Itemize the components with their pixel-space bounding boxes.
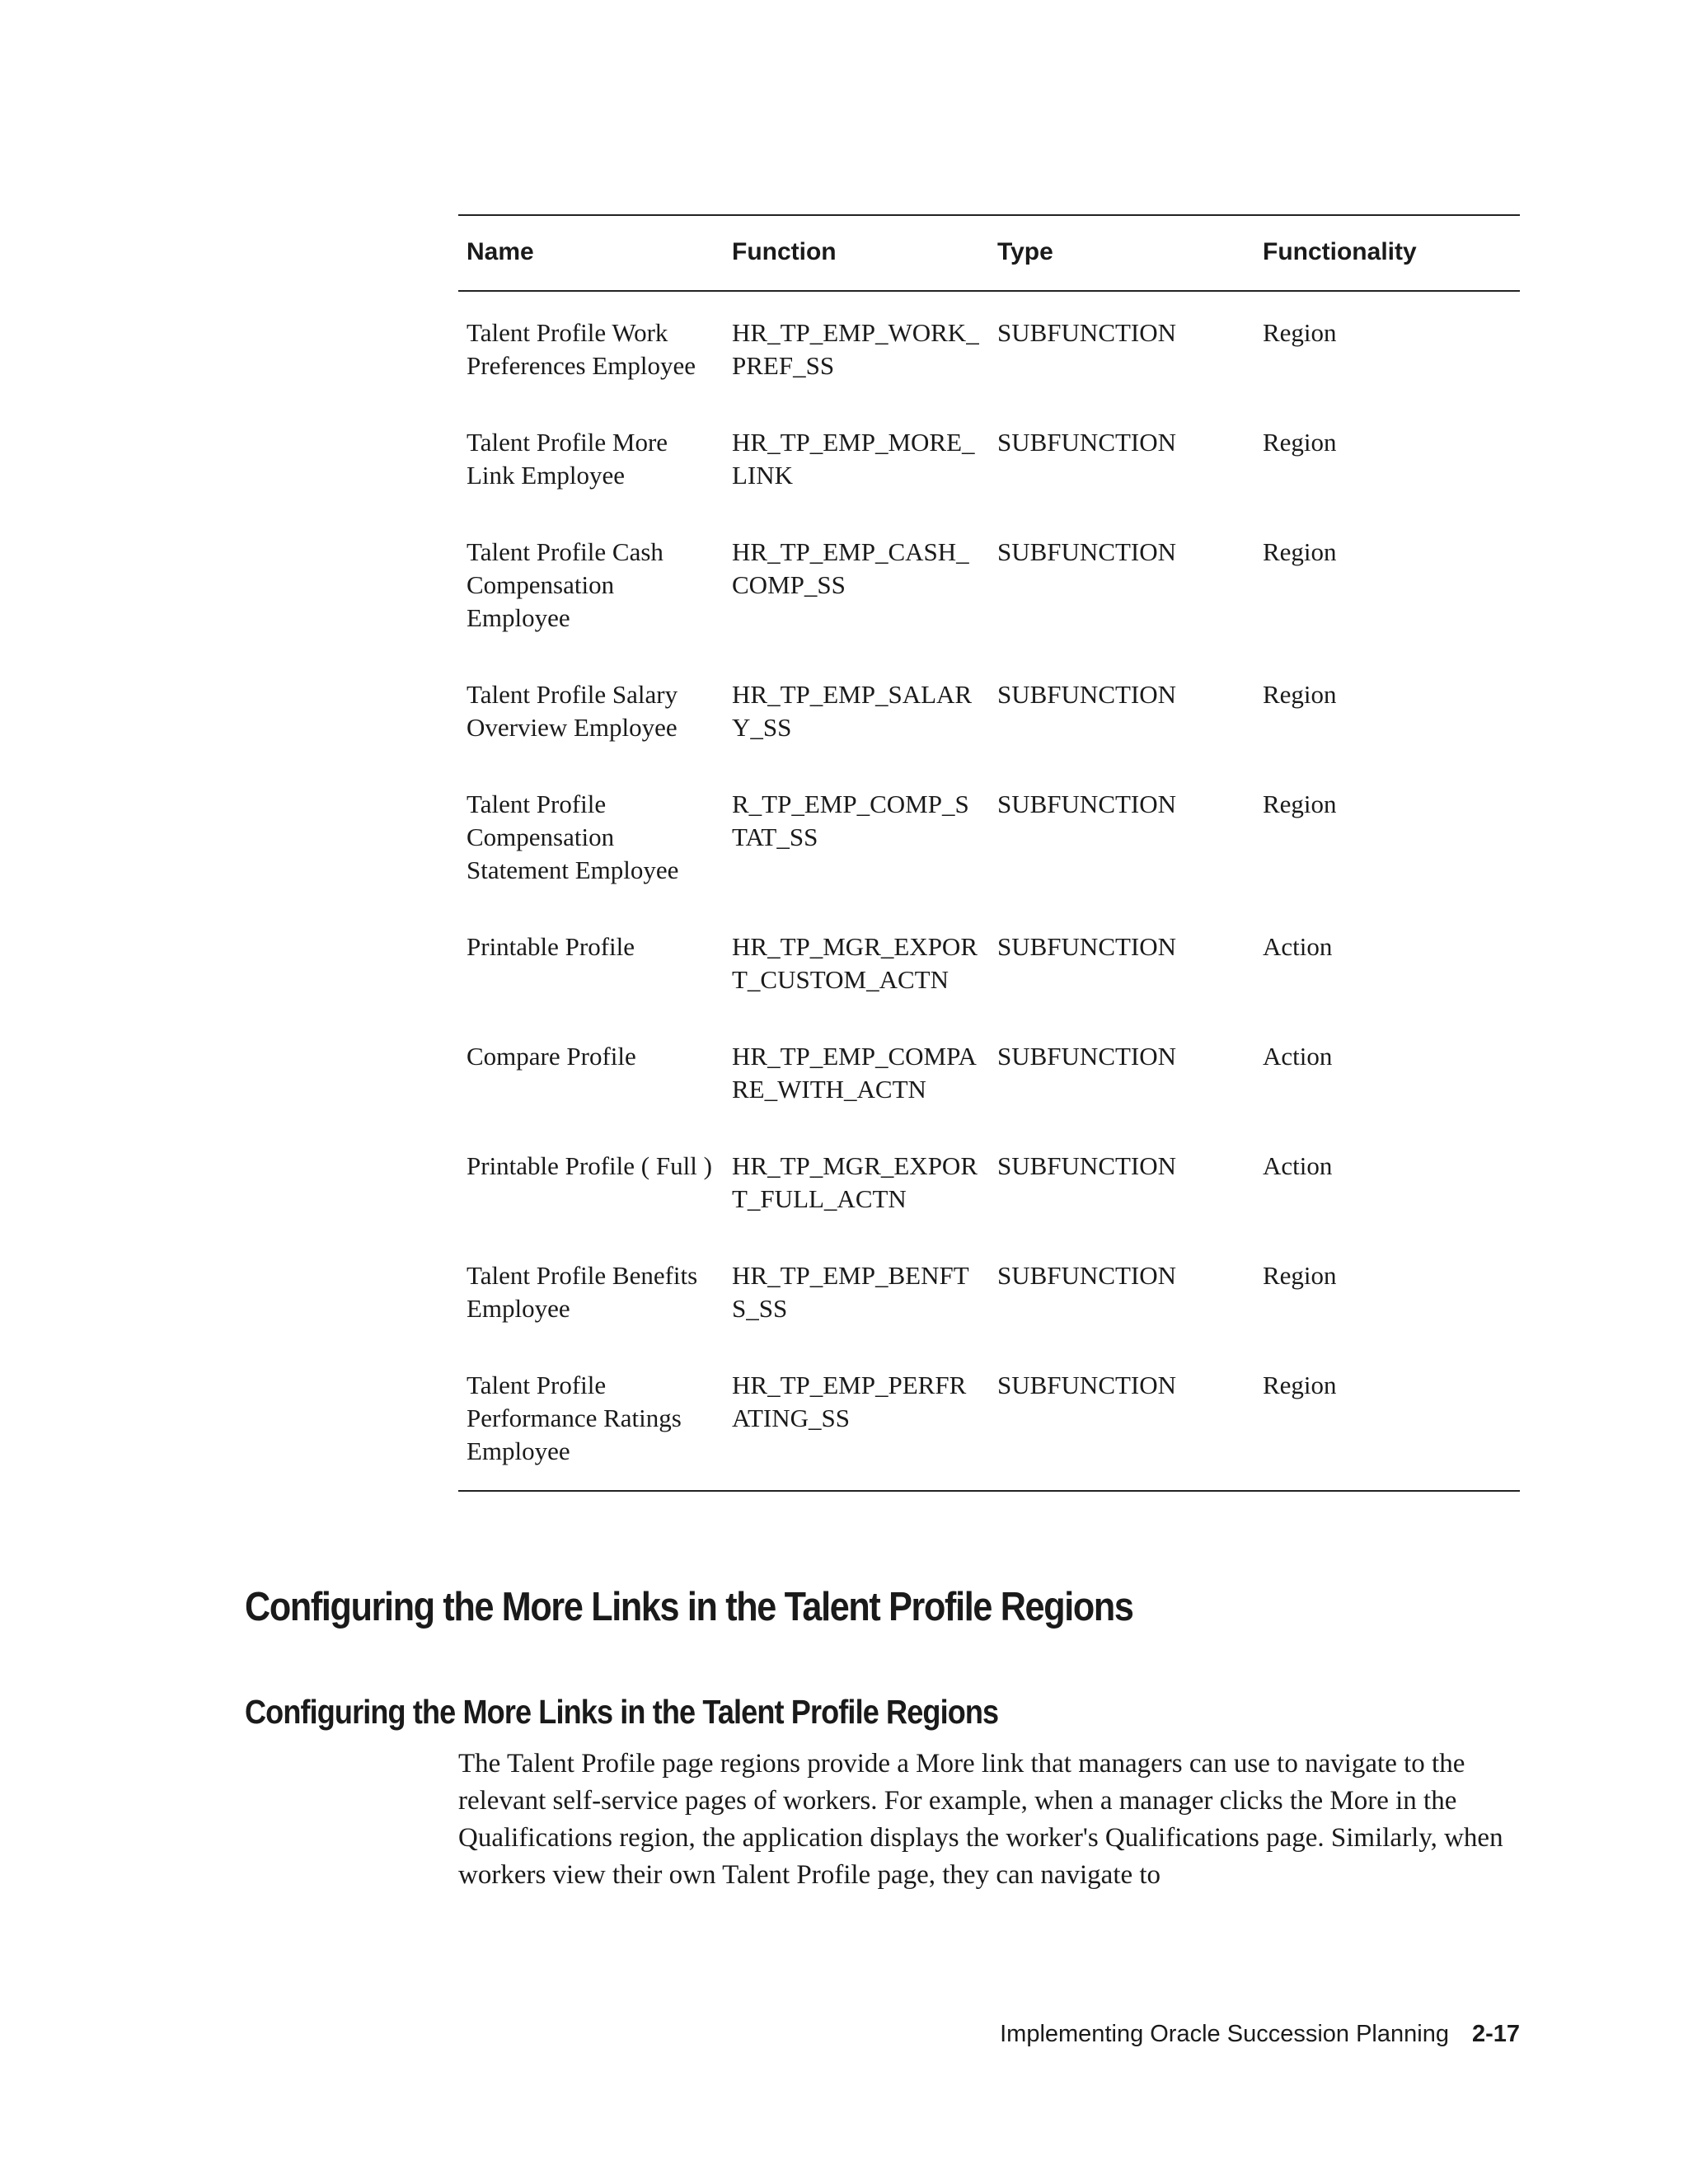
column-header-functionality: Functionality <box>1263 238 1417 265</box>
table-row <box>458 1150 1520 1259</box>
cell-function: HR_TP_EMP_MORE_LINK <box>732 428 975 490</box>
table-row <box>458 536 1520 678</box>
cell-name: Talent Profile Compensation Statement Employee <box>467 790 679 884</box>
cell-function: HR_TP_EMP_BENFTS_SS <box>732 1261 969 1323</box>
footer-title: Implementing Oracle Succession Planning <box>1000 2021 1449 2047</box>
table-row <box>458 1369 1520 1491</box>
functions-table-container <box>458 214 1520 1492</box>
page-number: 2-17 <box>1471 2021 1520 2047</box>
cell-functionality: Action <box>1263 1042 1333 1071</box>
cell-type: SUBFUNCTION <box>997 537 1177 566</box>
cell-function: HR_TP_EMP_WORK_PREF_SS <box>732 318 979 380</box>
subsection-heading: Configuring the More Links in the Talent Profile Regions <box>245 1693 999 1731</box>
cell-type: SUBFUNCTION <box>997 428 1177 457</box>
cell-functionality: Region <box>1263 537 1337 566</box>
cell-name: Compare Profile <box>467 1042 636 1071</box>
table-row <box>458 788 1520 930</box>
cell-name: Talent Profile Benefits Employee <box>467 1261 698 1323</box>
cell-type: SUBFUNCTION <box>997 790 1177 818</box>
cell-function: HR_TP_EMP_SALARY_SS <box>732 680 973 742</box>
cell-name: Printable Profile ( Full ) <box>467 1151 712 1180</box>
cell-functionality: Region <box>1263 790 1337 818</box>
body-paragraph: The Talent Profile page regions provide a More link that managers can use to navigate to the relevant self-service pages of workers. For example, when a manager clicks the More in the Qualifications region, the application displays the worker's Qualifications page. Similarly, when workers view their own Talent Profile page, they can navigate to <box>458 1749 1503 1890</box>
cell-function: HR_TP_MGR_EXPORT_FULL_ACTN <box>732 1151 978 1213</box>
table-row <box>458 291 1520 426</box>
table-row <box>458 678 1520 788</box>
column-header-type: Type <box>997 238 1053 265</box>
table-row <box>458 930 1520 1040</box>
cell-functionality: Action <box>1263 1151 1333 1180</box>
cell-name: Talent Profile Work Preferences Employee <box>467 318 696 380</box>
cell-type: SUBFUNCTION <box>997 318 1177 347</box>
cell-type: SUBFUNCTION <box>997 1151 1177 1180</box>
cell-type: SUBFUNCTION <box>997 1042 1177 1071</box>
table-header-row <box>458 215 1520 291</box>
cell-functionality: Region <box>1263 680 1337 709</box>
cell-function: HR_TP_EMP_PERFRATING_SS <box>732 1371 967 1432</box>
cell-name: Talent Profile Cash Compensation Employee <box>467 537 663 632</box>
column-header-function: Function <box>732 238 837 265</box>
table-row <box>458 1040 1520 1150</box>
table-body <box>458 291 1520 1491</box>
table-header <box>458 215 1520 291</box>
cell-function: HR_TP_EMP_CASH_COMP_SS <box>732 537 969 599</box>
cell-type: SUBFUNCTION <box>997 680 1177 709</box>
cell-functionality: Region <box>1263 428 1337 457</box>
page-footer <box>1000 2021 1520 2048</box>
cell-functionality: Region <box>1263 318 1337 347</box>
cell-name: Talent Profile Performance Ratings Employee <box>467 1371 682 1465</box>
cell-name: Talent Profile More Link Employee <box>467 428 668 490</box>
cell-type: SUBFUNCTION <box>997 932 1177 961</box>
cell-name: Printable Profile <box>467 932 635 961</box>
cell-functionality: Action <box>1263 932 1333 961</box>
cell-function: HR_TP_EMP_COMPARE_WITH_ACTN <box>732 1042 977 1104</box>
cell-type: SUBFUNCTION <box>997 1261 1177 1290</box>
cell-type: SUBFUNCTION <box>997 1371 1177 1399</box>
table-row <box>458 1259 1520 1369</box>
cell-function: R_TP_EMP_COMP_STAT_SS <box>732 790 969 851</box>
cell-function: HR_TP_MGR_EXPORT_CUSTOM_ACTN <box>732 932 978 994</box>
table-row <box>458 426 1520 536</box>
cell-functionality: Region <box>1263 1371 1337 1399</box>
section-heading: Configuring the More Links in the Talent Profile Regions <box>245 1585 1133 1629</box>
cell-name: Talent Profile Salary Overview Employee <box>467 680 678 742</box>
cell-functionality: Region <box>1263 1261 1337 1290</box>
column-header-name: Name <box>467 238 534 265</box>
functions-table <box>458 214 1520 1492</box>
